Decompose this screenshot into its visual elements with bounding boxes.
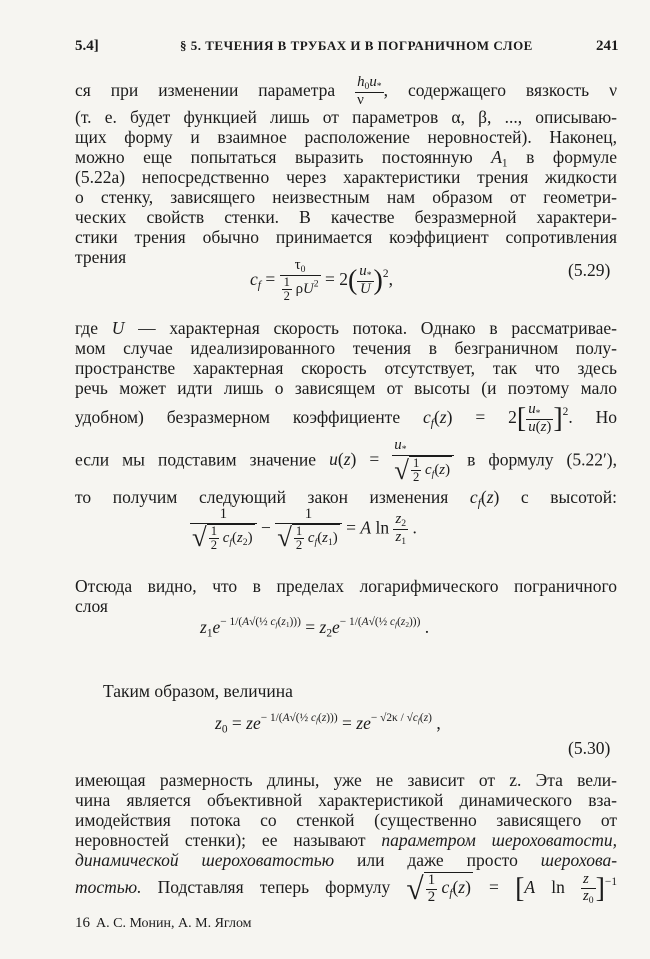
text-line: ческих свойств стенки. В качестве безразмерной характери- [75, 207, 617, 227]
text-line: Отсюда видно, что в пределах логарифмического пограничного [75, 576, 617, 596]
equation-exp-equality: $z_1e^{- 1/(A√(\frac{1}{2} c_f(z_1)))} = z_2e^{- 1/(A√(\frac{1}{2} c_f(z_2)))}$ . [200, 616, 430, 640]
equation-number: (5.30) [568, 738, 611, 758]
equation-5-30: $z_0 = ze^{- 1/(A√(\frac{1}{2} c_f(z)))} = ze^{- √2\kappa / √c_f(z)}$ , [215, 712, 441, 736]
text-line: мом случае идеализированного течения в безграничном полу- [75, 338, 617, 358]
page-number: 241 [596, 38, 619, 54]
text-line: где U — характерная скорость потока. Однако в рассматривае- [75, 318, 618, 338]
text-line: Таким образом, величина [103, 681, 293, 701]
emphasis: шерохова- [540, 850, 618, 870]
text-line: если мы подставим значение u(z) = $u_*$ √ $\frac{1}{2}$ $c_f(z)$ в формулу (5.22′), [75, 437, 618, 485]
text-line: тостью. Подставляя теперь формулу √ $\frac{1}{2}$ $c_f(z) = [A$ ln $\frac{z}{z_0}$ ]$^{-1}$ [75, 871, 617, 907]
text-line: можно еще попытаться выразить постоянную $A_1$ в формуле [75, 147, 618, 170]
text-line: о стенку, зависящего неизвестным нам образом от геометри- [75, 187, 617, 207]
emphasis: параметром шероховатости, [381, 830, 618, 850]
text-line: чина является объективной характеристикой динамического вза- [75, 790, 617, 810]
text-line: то получим следующий закон изменения $c_f(z)$ с высотой: [75, 487, 617, 510]
text-line: стики трения обычно принимается коэффициент сопротивления [75, 227, 617, 247]
text-line: имодействия потока со стенкой (существенно зависящего от [75, 810, 617, 830]
text-line: речь может идти лишь о зависящем от высоты (и поэтому мало [75, 378, 617, 398]
section-number: 5.4] [75, 38, 99, 54]
equation-5-29: $c_f$ = $\tau_0$ $\frac{1}{2}$ $\rho U^2$ = 2( $\frac{u_*}{U}$ )$^2$, [250, 257, 393, 304]
text-line: ся при изменении параметра $\frac{h_0u_*}{\nu}$ , содержащего вязкость ν [75, 74, 617, 109]
text-line: удобном) безразмерном коэффициенте $c_f(z) = 2$[ $\frac{u_*}{u(z)}$ ]$^2$. Но [75, 401, 618, 436]
text-line: (5.22а) непосредственно через характеристики трения жидкости [75, 167, 617, 187]
running-title: § 5. ТЕЧЕНИЯ В ТРУБАХ И В ПОГРАНИЧНОМ СЛОЕ [180, 38, 533, 53]
text-line: трения [75, 247, 127, 267]
equation-number: (5.29) [568, 260, 611, 280]
text-line: неровностей стенки); ее называют параметром шероховатости, [75, 830, 618, 850]
text-line: (т. е. будет функцией лишь от параметров α, β, ..., описываю- [75, 107, 617, 127]
text-line: слоя [75, 596, 108, 616]
text-line: динамической шероховатостью или даже просто шерохова- [75, 850, 618, 870]
footer-signature: 16 А. С. Монин, А. М. Яглом [75, 915, 252, 931]
emphasis: динамической шероховатостью [75, 850, 335, 870]
text-line: пространстве характерная скорость отсутствует, так что здесь [75, 358, 617, 378]
emphasis: тостью. [75, 876, 142, 897]
equation-log-law: 1 √ $\frac{1}{2}$ $c_f(z_2)$ − 1 √ $\frac{1}{2}$ $c_f(z_1)$ = A ln $\frac{z_2}{z_1}$ . [192, 506, 417, 553]
text-line: имеющая размерность длины, уже не зависит от z. Эта вели- [75, 770, 617, 790]
text-line: щих форму и взаимное расположение неровностей). Наконец, [75, 127, 617, 147]
